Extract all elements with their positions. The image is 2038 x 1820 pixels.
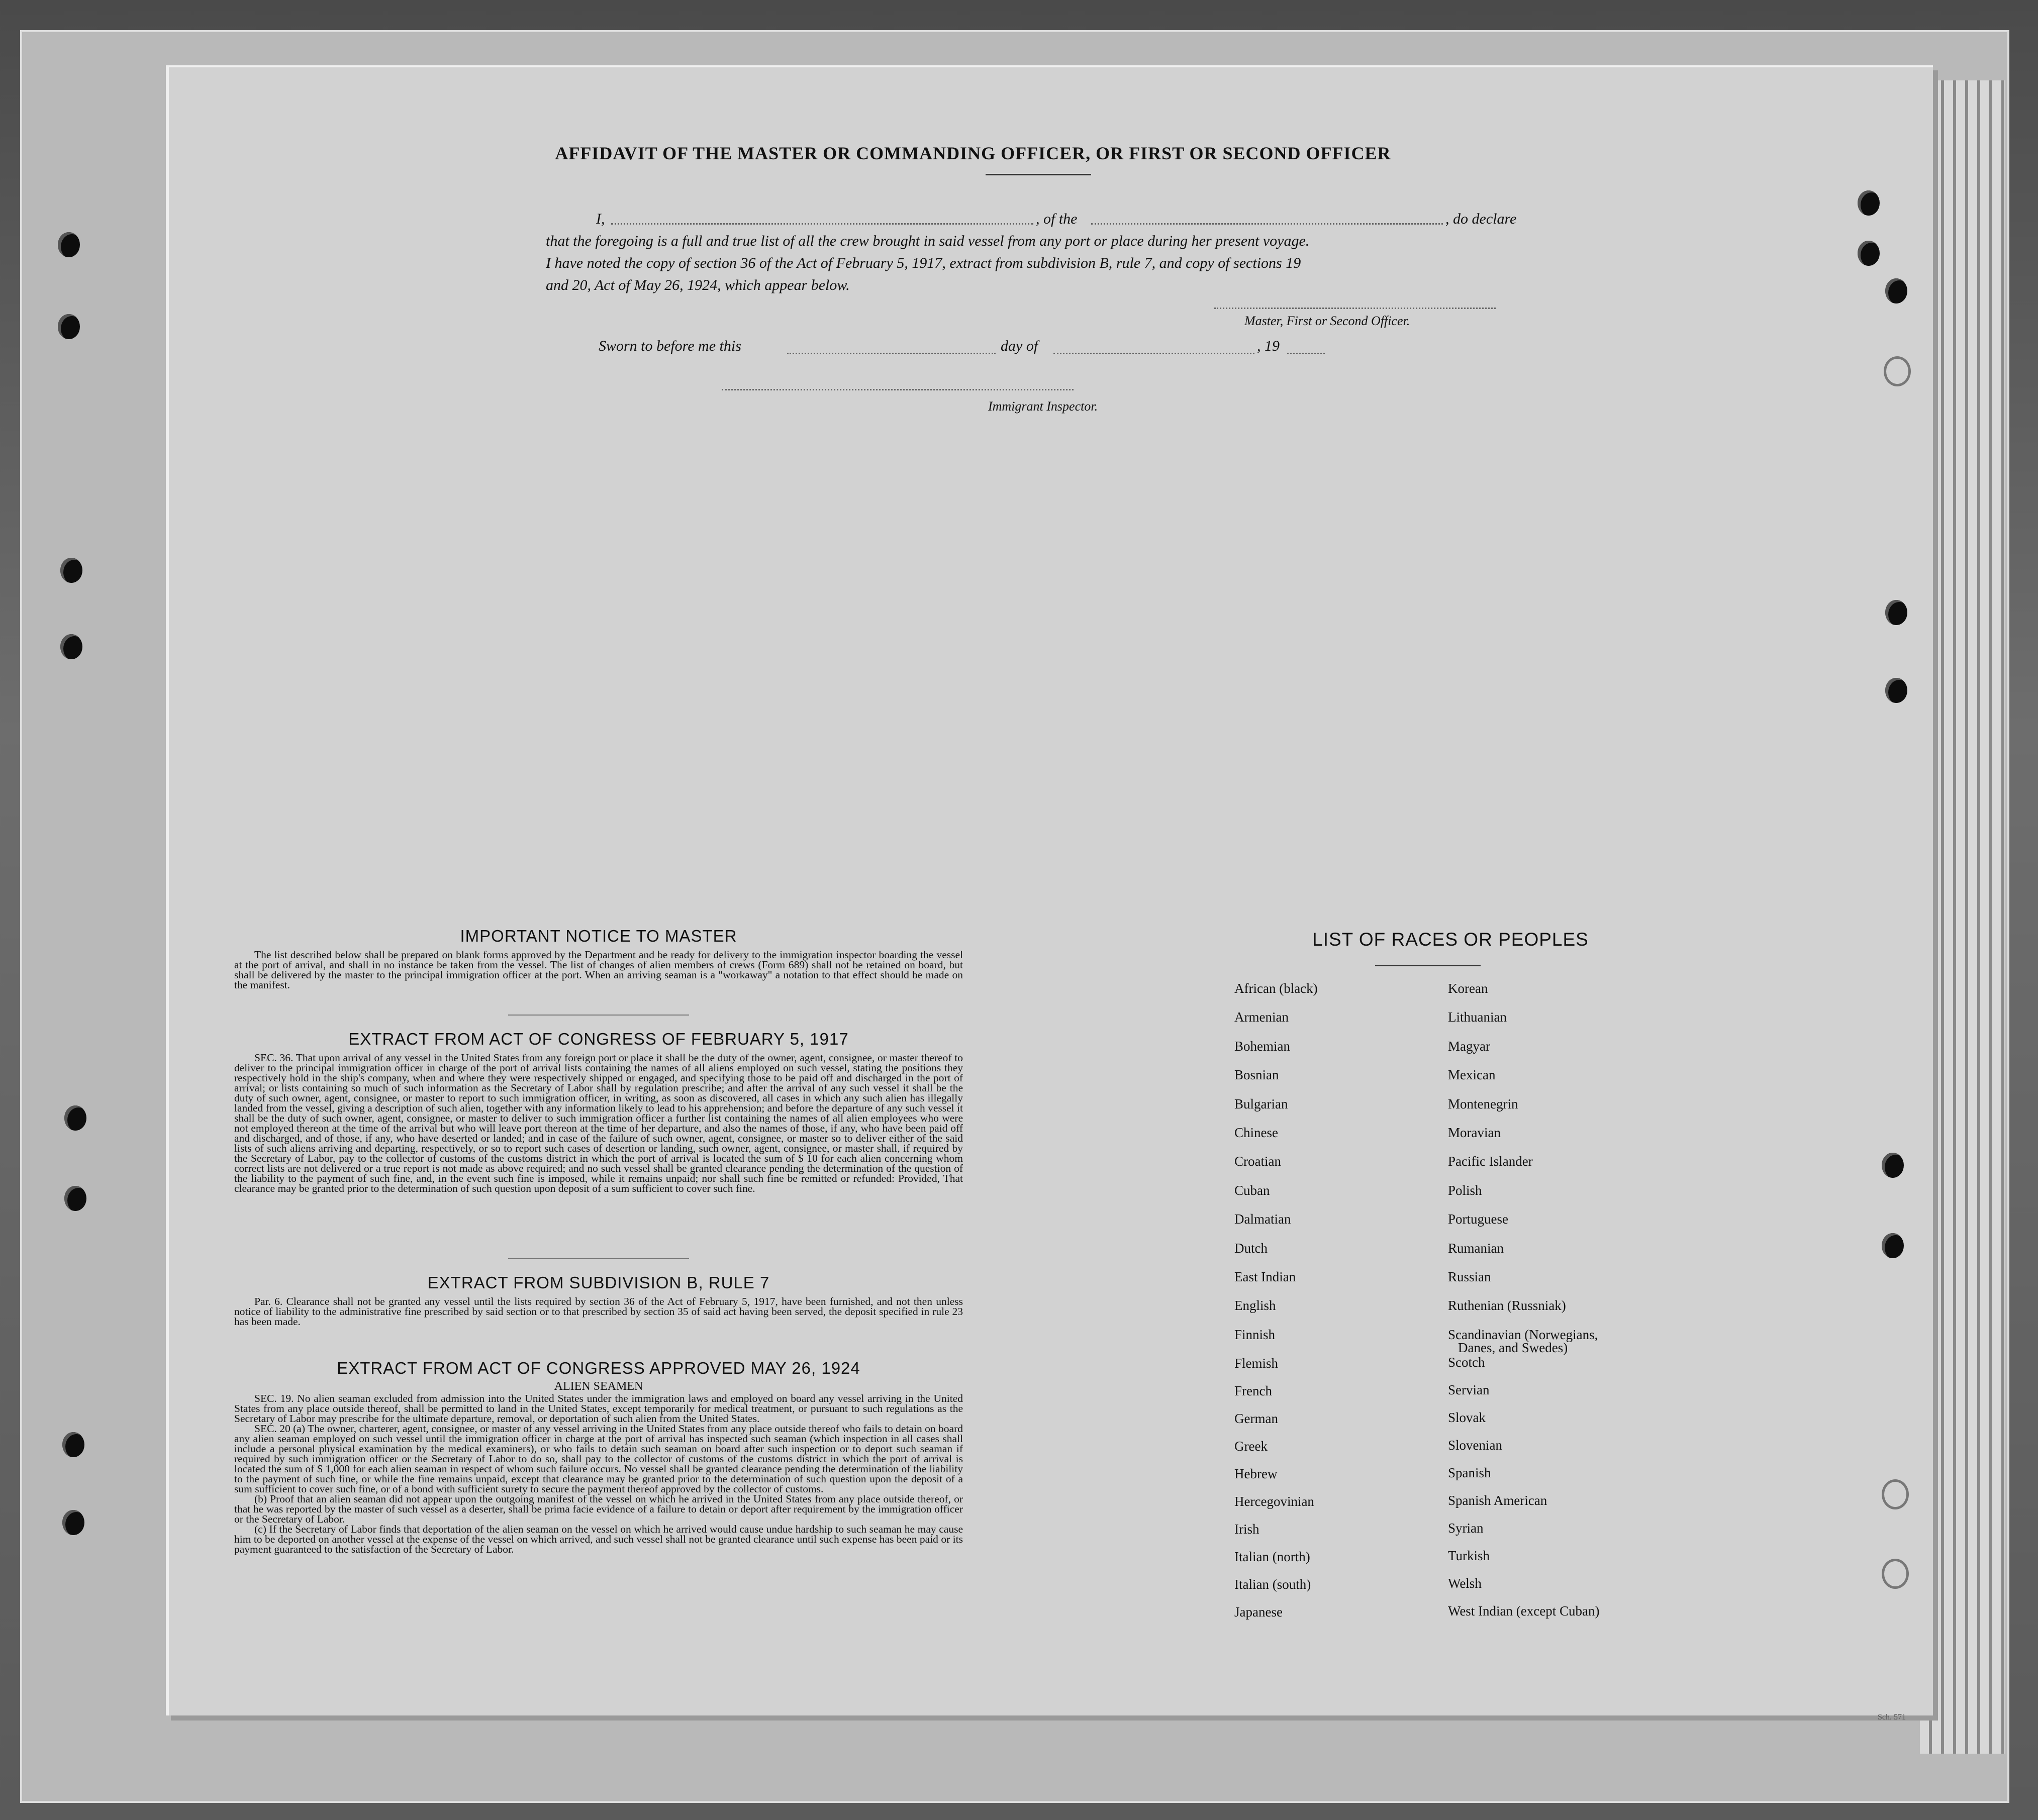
race-item: Finnish [1234, 1327, 1276, 1342]
race-item: Turkish [1448, 1548, 1490, 1563]
affidavit-line-2: that the foregoing is a full and true list of all the crew brought in said vessel from any port or place during her present voyage. [546, 233, 1310, 249]
binder-hole-icon [1858, 241, 1880, 266]
race-item: Slovak [1448, 1409, 1486, 1425]
race-item: French [1234, 1383, 1272, 1399]
inspector-label: Immigrant Inspector. [988, 399, 1098, 414]
form-page [166, 65, 1933, 1722]
race-item: Italian (south) [1234, 1577, 1311, 1592]
binder-hole-icon [1858, 190, 1880, 216]
i-label: I, [596, 211, 605, 227]
affidavit-line-4: and 20, Act of May 26, 1924, which appear below. [546, 277, 850, 293]
notice-title: IMPORTANT NOTICE TO MASTER [460, 927, 737, 945]
race-item: Syrian [1448, 1520, 1484, 1536]
race-item: Spanish [1448, 1465, 1491, 1480]
binder-hole-icon [60, 634, 82, 659]
binder-hole-icon [58, 232, 80, 257]
notice-text: The list described below shall be prepared on blank forms approved by the Department and be ready for delivery to the immigration inspector boarding the vessel at the port of arrival, and shall in no instance be taken from the vessel. The list of changes of alien members of crews (Form 689) shall not be retained on board, but shall be delivered by the master to the principal immigration officer at the port. When an arriving seaman is a "workaway" a notation to that effect should be made on the manifest. [234, 949, 963, 991]
race-item: Bohemian [1234, 1038, 1290, 1054]
form-number: Sch. 571 [1878, 1713, 1906, 1722]
race-item: Pacific Islander [1448, 1154, 1533, 1169]
extract-1917-section [234, 1030, 963, 1193]
inspector-signature-field[interactable] [722, 389, 1074, 390]
race-item: Mexican [1448, 1067, 1496, 1083]
race-item: Chinese [1234, 1125, 1278, 1140]
race-item: West Indian (except Cuban) [1448, 1603, 1600, 1619]
binder-hole-icon [64, 1105, 86, 1131]
extract-1924-section [234, 1359, 963, 1554]
race-item: Dutch [1234, 1240, 1268, 1256]
race-item: German [1234, 1411, 1278, 1427]
race-item: East Indian [1234, 1269, 1296, 1284]
race-item-continued: Danes, and Swedes) [1458, 1340, 1568, 1355]
affidavit-title: AFFIDAVIT OF THE MASTER OR COMMANDING OFFICER, OR FIRST OR SECOND OFFICER [555, 143, 1391, 163]
races-column-1 [1234, 981, 1425, 1632]
subdivision-b-text: Par. 6. Clearance shall not be granted any vessel until the lists required by section 36 of the Act of February 5, 1917, have been furnished, and not then unless notice of liability to the administrative fine prescribed by said section or to that prescribed by section 35 of said act having been served, the deposit specified in rule 23 has been made. [234, 1295, 963, 1328]
subdivision-b-title: EXTRACT FROM SUBDIVISION B, RULE 7 [427, 1273, 770, 1292]
race-item: Greek [1234, 1439, 1268, 1454]
binder-hole-icon [1885, 278, 1907, 304]
race-item: Magyar [1448, 1038, 1490, 1054]
race-item: Portuguese [1448, 1211, 1508, 1227]
binder-hole-icon [64, 1186, 86, 1211]
affidavit-body [546, 208, 1551, 296]
master-signature-label: Master, First or Second Officer. [1244, 314, 1410, 328]
race-item: African (black) [1234, 981, 1318, 996]
sec20a-text: SEC. 20 (a) The owner, charterer, agent, consignee, or master of any vessel arriving in the United States from any place outside thereof who fails to detain on board any alien seaman employed on such vessel until the immigration officer in charge at the port of arrival has inspected such seaman (which inspection in all cases shall include a personal physical examination by the medical examiners), or who fails to detain such seaman on board after such inspection or to deport such seaman if required by such immigration officer or the Secretary of Labor to do so, shall pay to the collector of customs of the customs district in which the port of arrival is located the sum of $ 1,000 for each alien seaman in respect of whom such failure occurs. No vessel shall be granted clearance pending the determination of the liability to the payment of such fine, or while the fine remains unpaid, except that clearance may be granted prior to the determination of such question upon the deposit of a sum sufficient to cover such fine, or of a bond with sufficient surety to secure the payment thereof approved by the collector of customs. [234, 1423, 963, 1495]
race-item: Bosnian [1234, 1067, 1279, 1083]
day-field[interactable] [787, 353, 996, 354]
binder-hole-icon [1882, 1479, 1909, 1509]
year-label: , 19 [1257, 338, 1280, 354]
binder-hole-icon [58, 314, 80, 339]
binder-hole-icon [1882, 1559, 1909, 1589]
affidavit-line-3: I have noted the copy of section 36 of the Act of February 5, 1917, extract from subdivision B, rule 7, and copy of sections 19 [546, 255, 1301, 271]
sec19-text: SEC. 19. No alien seaman excluded from admission into the United States under the immigration laws and employed on board any vessel arriving in the United States from any place outside thereof, shall be permitted to land in the United States, except temporarily for medical treatment, or pursuant to such regulations as the Secretary of Labor may prescribe for the ultimate departure, removal, or deportation of such alien from the United States. [234, 1392, 963, 1425]
race-item: Dalmatian [1234, 1211, 1291, 1227]
binder-hole-icon [1882, 1233, 1904, 1258]
races-divider [1375, 965, 1481, 966]
race-item: Ruthenian (Russniak) [1448, 1298, 1566, 1313]
day-of-label: day of [1001, 338, 1038, 354]
year-field[interactable] [1287, 353, 1325, 354]
vessel-field[interactable] [1091, 223, 1443, 225]
binder-hole-icon [62, 1510, 84, 1535]
race-item: Bulgarian [1234, 1096, 1288, 1111]
race-item: Korean [1448, 981, 1488, 996]
binder-hole-icon [1882, 1153, 1904, 1178]
races-title: LIST OF RACES OR PEOPLES [1312, 929, 1589, 950]
sworn-row [599, 338, 1503, 360]
extract-1917-text: SEC. 36. That upon arrival of any vessel in the United States from any foreign port or place it shall be the duty of the owner, agent, consignee, or master thereof to deliver to the principal immigration officer in charge of the port of arrival lists containing the names of all aliens employed on such vessel, stating the positions they respectively hold in the ship's company, when and where they were respectively shipped or engaged, and specifying those to be paid off and discharged in the port of arrival; or lists containing so much of such information as the Secretary of Labor shall by regulation prescribe; and after the arrival of any such vessel it shall be the duty of such owner, agent, consignee, or master to report to such immigration officer, in writing, as soon as discovered, all cases in which any such alien has illegally landed from the vessel, giving a description of such alien, together with any information likely to lead to his apprehension; and before the departure of any such vessel it shall be the duty of such owner, agent, consignee, or master to deliver to such immigration officer a further list containing the names of all alien employees who were not employed thereon at the time of the arrival but who will leave port thereon at the time of her departure, and also the names of those, if any, who have been paid off and discharged, and of those, if any, who have deserted or landed; and in case of the failure of such owner, agent, consignee, or master so to deliver either of the said lists of such aliens arriving and departing, respectively, or so to report such cases of desertion or landing, such owner, agent, consignee, or master shall, if required by the Secretary of Labor, pay to the collector of customs of the customs district in which the port of arrival is located the sum of $ 10 for each alien concerning whom correct lists are not delivered or a true report is not made as above required; and no such vessel shall be granted clearance pending the determination of the question of the liability to the payment of such fine, and, in the event such fine is imposed, while it remains unpaid; nor shall such fine be remitted or refunded: Provided, That clearance may be granted prior to the determination of such question upon deposit of a sum sufficient to cover such fine. [234, 1052, 963, 1194]
alien-seamen-subtitle: ALIEN SEAMEN [554, 1380, 643, 1393]
binder-hole-icon [60, 558, 82, 583]
race-item: Russian [1448, 1269, 1491, 1284]
race-item: Slovenian [1448, 1437, 1502, 1453]
binder-hole-icon [62, 1432, 84, 1457]
sec20b-text: (b) Proof that an alien seaman did not appear upon the outgoing manifest of the vessel on which he arrived in the United States from any place outside thereof, or that he was reported by the master of such vessel as a deserter, shall be prima facie evidence of a failure to detain or deport after requirement by the immigration officer or the Secretary of Labor. [234, 1493, 963, 1525]
race-item: Japanese [1234, 1604, 1283, 1620]
race-item: Moravian [1448, 1125, 1501, 1140]
race-item: Flemish [1234, 1356, 1279, 1371]
name-field[interactable] [611, 223, 1033, 225]
race-item-two-line [1448, 1327, 1699, 1355]
races-column-2 [1448, 981, 1699, 1631]
important-notice-section [234, 927, 963, 990]
do-declare-label: , do declare [1445, 211, 1517, 227]
race-item: Spanish American [1448, 1492, 1547, 1508]
of-the-label: , of the [1036, 211, 1078, 227]
race-item: Hebrew [1234, 1466, 1278, 1482]
binder-hole-icon [1885, 678, 1907, 703]
race-item: Rumanian [1448, 1240, 1504, 1256]
race-item: Croatian [1234, 1154, 1281, 1169]
master-signature-field[interactable] [1214, 308, 1496, 309]
sworn-label: Sworn to before me this [599, 338, 741, 354]
month-field[interactable] [1053, 353, 1254, 354]
race-item: Lithuanian [1448, 1009, 1507, 1025]
subdivision-b-section [234, 1273, 963, 1327]
sec20c-text: (c) If the Secretary of Labor finds that deportation of the alien seaman on the vessel on which he arrived would cause undue hardship to such seaman he may cause him to be deported on another vessel at the expense of the vessel on which arrived, and such vessel shall not be granted clearance until such expense has been paid or its payment guaranteed to the satisfaction of the Secretary of Labor. [234, 1523, 963, 1555]
extract-1917-title: EXTRACT FROM ACT OF CONGRESS OF FEBRUARY 5, 1917 [348, 1030, 849, 1048]
race-item: Polish [1448, 1182, 1482, 1198]
extract-1924-title: EXTRACT FROM ACT OF CONGRESS APPROVED MAY 26, 1924 [337, 1359, 860, 1377]
binder-hole-icon [1885, 600, 1907, 625]
race-item: Italian (north) [1234, 1549, 1310, 1565]
race-item: Scotch [1448, 1354, 1485, 1370]
race-item: Cuban [1234, 1182, 1270, 1198]
race-item: Montenegrin [1448, 1096, 1518, 1111]
race-item: Armenian [1234, 1009, 1289, 1025]
race-item: Scandinavian (Norwegians, [1448, 1327, 1598, 1342]
race-item: Hercegovinian [1234, 1494, 1314, 1509]
race-item: English [1234, 1298, 1276, 1313]
section-divider [508, 1258, 689, 1259]
race-item: Servian [1448, 1382, 1490, 1397]
race-item: Welsh [1448, 1575, 1482, 1591]
binder-hole-icon [1884, 356, 1911, 386]
title-divider [986, 174, 1091, 175]
section-divider [508, 1015, 689, 1016]
race-item: Irish [1234, 1522, 1259, 1537]
